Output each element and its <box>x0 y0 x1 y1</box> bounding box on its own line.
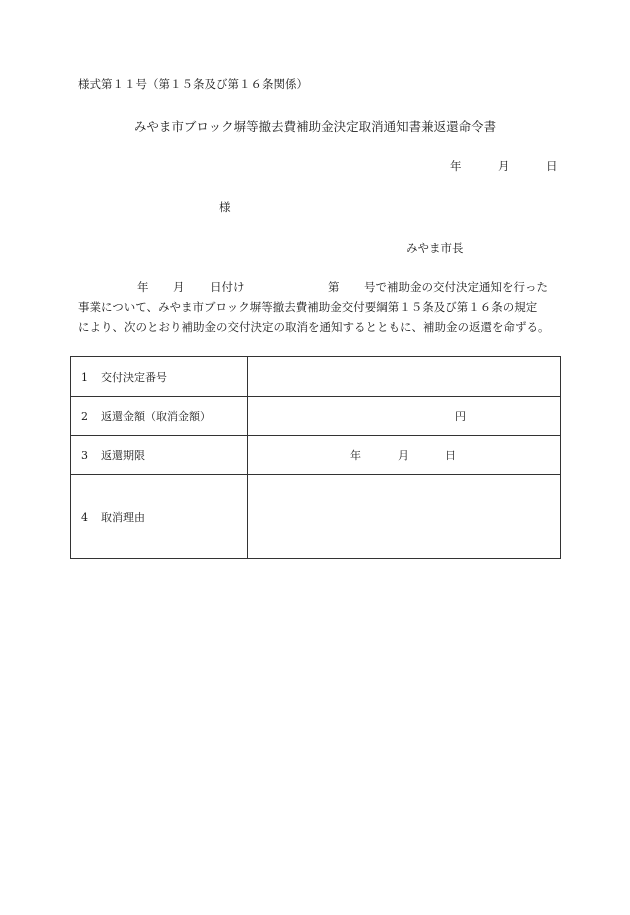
refund-deadline-value <box>248 436 561 475</box>
deadline-month-label: 月 <box>398 449 409 462</box>
row-label-cell <box>71 475 248 559</box>
row-label: 交付決定番号 <box>101 370 167 384</box>
table-row <box>71 357 561 397</box>
date-year-label: 年 <box>450 159 462 173</box>
detail-table <box>70 356 561 559</box>
body-month-label: 月 <box>173 280 185 294</box>
body-year-label: 年 <box>137 280 149 294</box>
row-label-cell <box>71 436 248 475</box>
row-number: 3 <box>81 449 88 462</box>
date-day-label: 日 <box>546 159 558 173</box>
deadline-year-label: 年 <box>350 449 361 462</box>
row-label-cell <box>71 357 248 397</box>
row-label-cell <box>71 397 248 436</box>
row-label: 返還期限 <box>101 449 145 462</box>
body-dai-label: 第 <box>328 280 340 294</box>
row-number: 1 <box>81 370 88 384</box>
row-number: 2 <box>81 410 88 423</box>
deadline-day-label: 日 <box>445 449 456 462</box>
body-line-3: により、次のとおり補助金の交付決定の取消を通知するとともに、補助金の返還を命ずる。 <box>78 320 550 334</box>
date-month-label: 月 <box>498 159 510 173</box>
table-row <box>71 475 561 559</box>
cancellation-reason-value <box>248 475 561 559</box>
table-row <box>71 397 561 436</box>
document-title: みやま市ブロック塀等撤去費補助金決定取消通知書兼返還命令書 <box>133 119 497 134</box>
table-row <box>71 436 561 475</box>
body-line-2: 事業について、みやま市ブロック塀等撤去費補助金交付要綱第１５条及び第１６条の規定 <box>78 300 538 314</box>
body-line-1 <box>78 279 558 295</box>
refund-amount-value <box>248 397 561 436</box>
recipient-honorific: 様 <box>219 200 231 214</box>
row-label: 返還金額（取消金額） <box>101 410 211 423</box>
body-line1-rest: 号で補助金の交付決定通知を行った <box>364 280 548 294</box>
row-number: 4 <box>81 510 88 524</box>
form-number: 様式第１１号（第１５条及び第１６条関係） <box>78 77 308 91</box>
row-label: 取消理由 <box>101 510 145 524</box>
yen-unit: 円 <box>455 410 466 423</box>
issuer-name: みやま市長 <box>406 241 464 255</box>
body-dated-label: 日付け <box>210 280 245 294</box>
decision-number-value <box>248 357 561 397</box>
